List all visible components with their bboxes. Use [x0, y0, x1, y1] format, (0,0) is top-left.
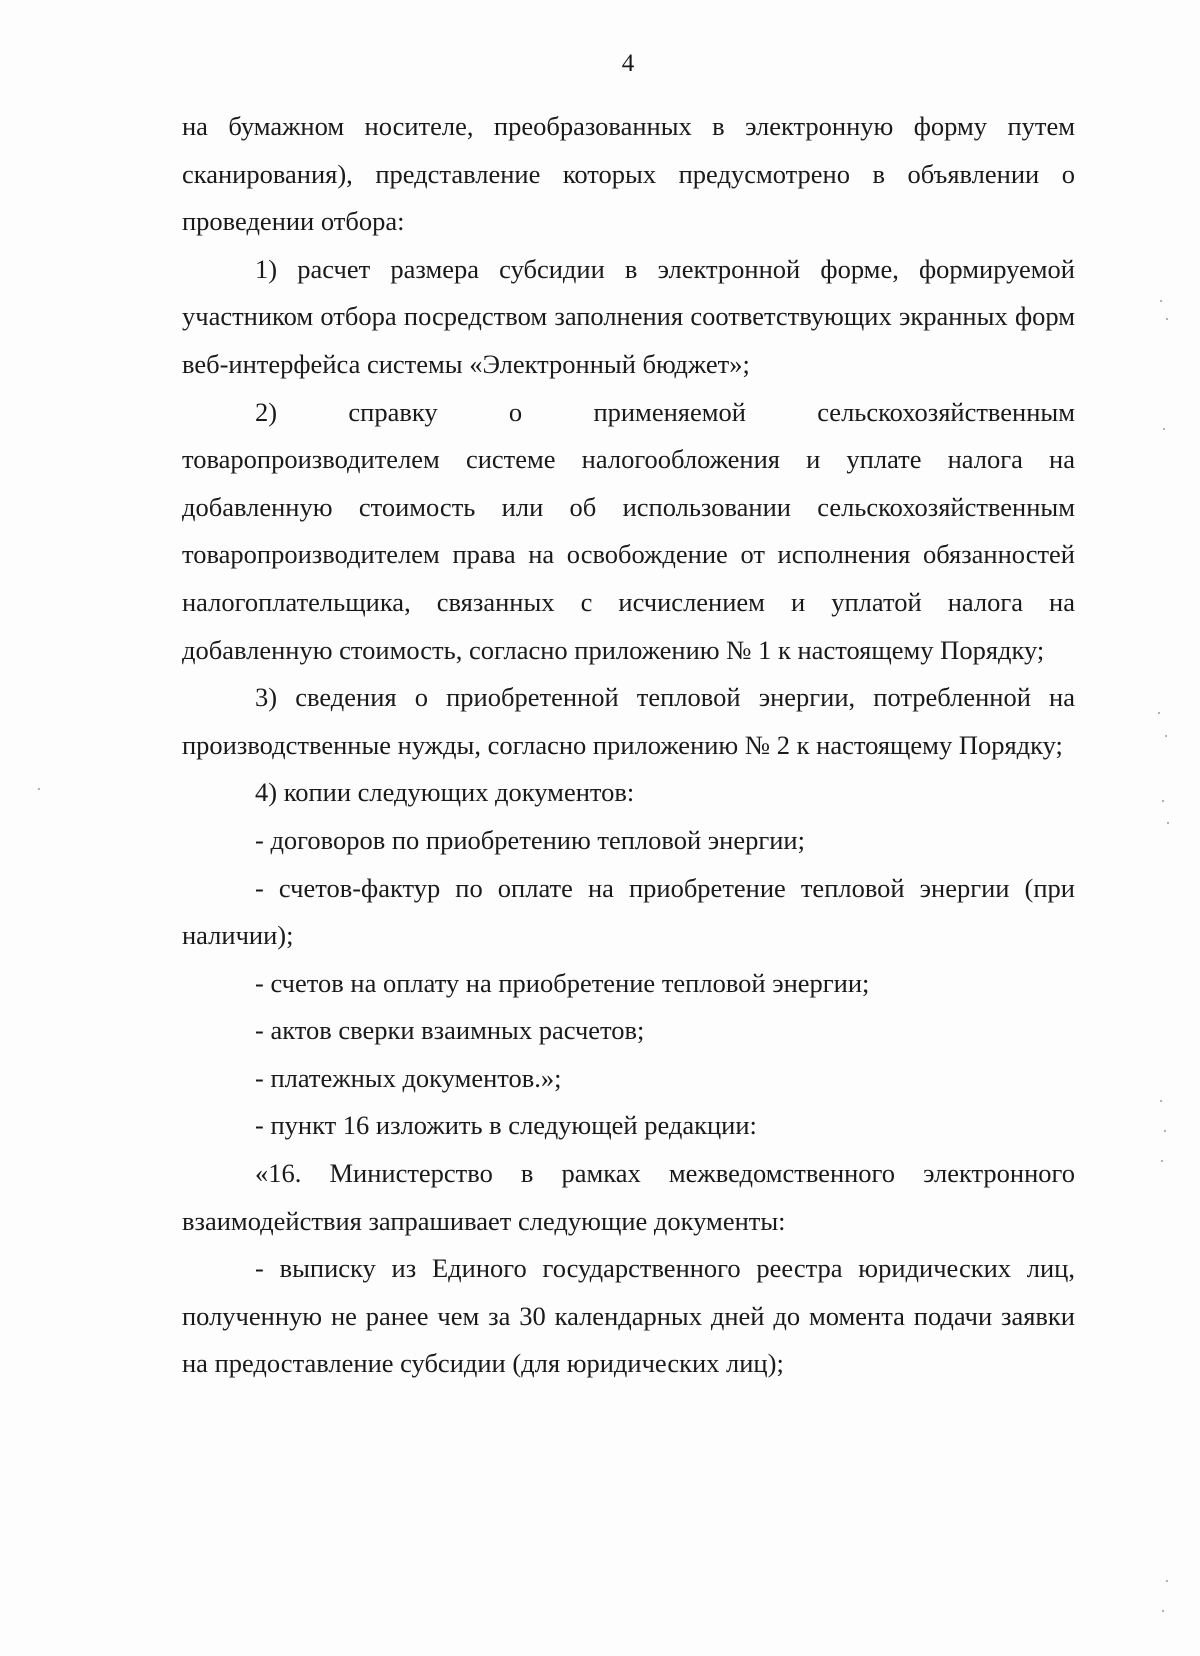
scan-speck [1167, 822, 1169, 824]
scan-speck [1166, 1580, 1168, 1582]
scan-speck [1160, 300, 1162, 302]
list-item-payment-documents: - платежных документов.»; [255, 1062, 562, 1093]
paragraph-continuation: на бумажном носителе, преобразованных в электронную форму путем сканирования), представление которых предусмотрено в объявлении о проведении отбора: [182, 111, 1075, 237]
document-body [182, 103, 1075, 1388]
scan-speck [1164, 1130, 1166, 1132]
list-item-invoices: - счетов-фактур по оплате на приобретение тепловой энергии (при наличии); [182, 872, 1075, 951]
scan-speck [1158, 712, 1160, 714]
scan-speck [1162, 1610, 1164, 1612]
list-item-egrul-extract: - выписку из Единого государственного реестра юридических лиц, полученную не ранее чем за 30 календарных дней до момента подачи заявки на предоставление субсидии (для юридических лиц); [182, 1253, 1075, 1379]
paragraph-item-1-subsidy-calculation: 1) расчет размера субсидии в электронной форме, формируемой участником отбора посредством заполнения соответствующих экранных форм веб-интерфейса системы «Электронный бюджет»; [182, 253, 1075, 379]
paragraph-item-2-tax-certificate: 2) справку о применяемой сельскохозяйственным товаропроизводителем системе налогообложения и уплате налога на добавленную стоимость или об использовании сельскохозяйственным товаропроизводителем права на освобождение от исполнения обязанностей налогоплательщика, связанных с исчислением и уплатой налога на добавленную стоимость, согласно приложению № 1 к настоящему Порядку; [182, 396, 1075, 665]
scan-speck [1161, 1160, 1163, 1162]
paragraph-clause-16: «16. Министерство в рамках межведомственного электронного взаимодействия запрашивает следующие документы: [182, 1158, 1075, 1236]
scan-speck [1160, 1100, 1162, 1102]
list-item-payment-bills: - счетов на оплату на приобретение тепловой энергии; [255, 967, 870, 998]
scan-speck [1162, 800, 1164, 802]
list-item-reconciliation-acts: - актов сверки взаимных расчетов; [255, 1015, 645, 1046]
page-number: 4 [621, 50, 635, 77]
paragraph-item-3-heat-energy-info: 3) сведения о приобретенной тепловой энергии, потребленной на производственные нужды, согласно приложению № 2 к настоящему Порядку; [182, 682, 1075, 760]
scan-speck [1163, 428, 1165, 430]
paragraph-item-4-document-copies: 4) копии следующих документов: [255, 777, 635, 808]
list-item-contracts: - договоров по приобретению тепловой энергии; [255, 824, 805, 855]
paragraph-amend-clause-16: - пункт 16 изложить в следующей редакции: [255, 1110, 757, 1141]
scan-speck [1165, 735, 1167, 737]
scan-speck [1166, 318, 1168, 320]
scan-speck [38, 788, 40, 790]
